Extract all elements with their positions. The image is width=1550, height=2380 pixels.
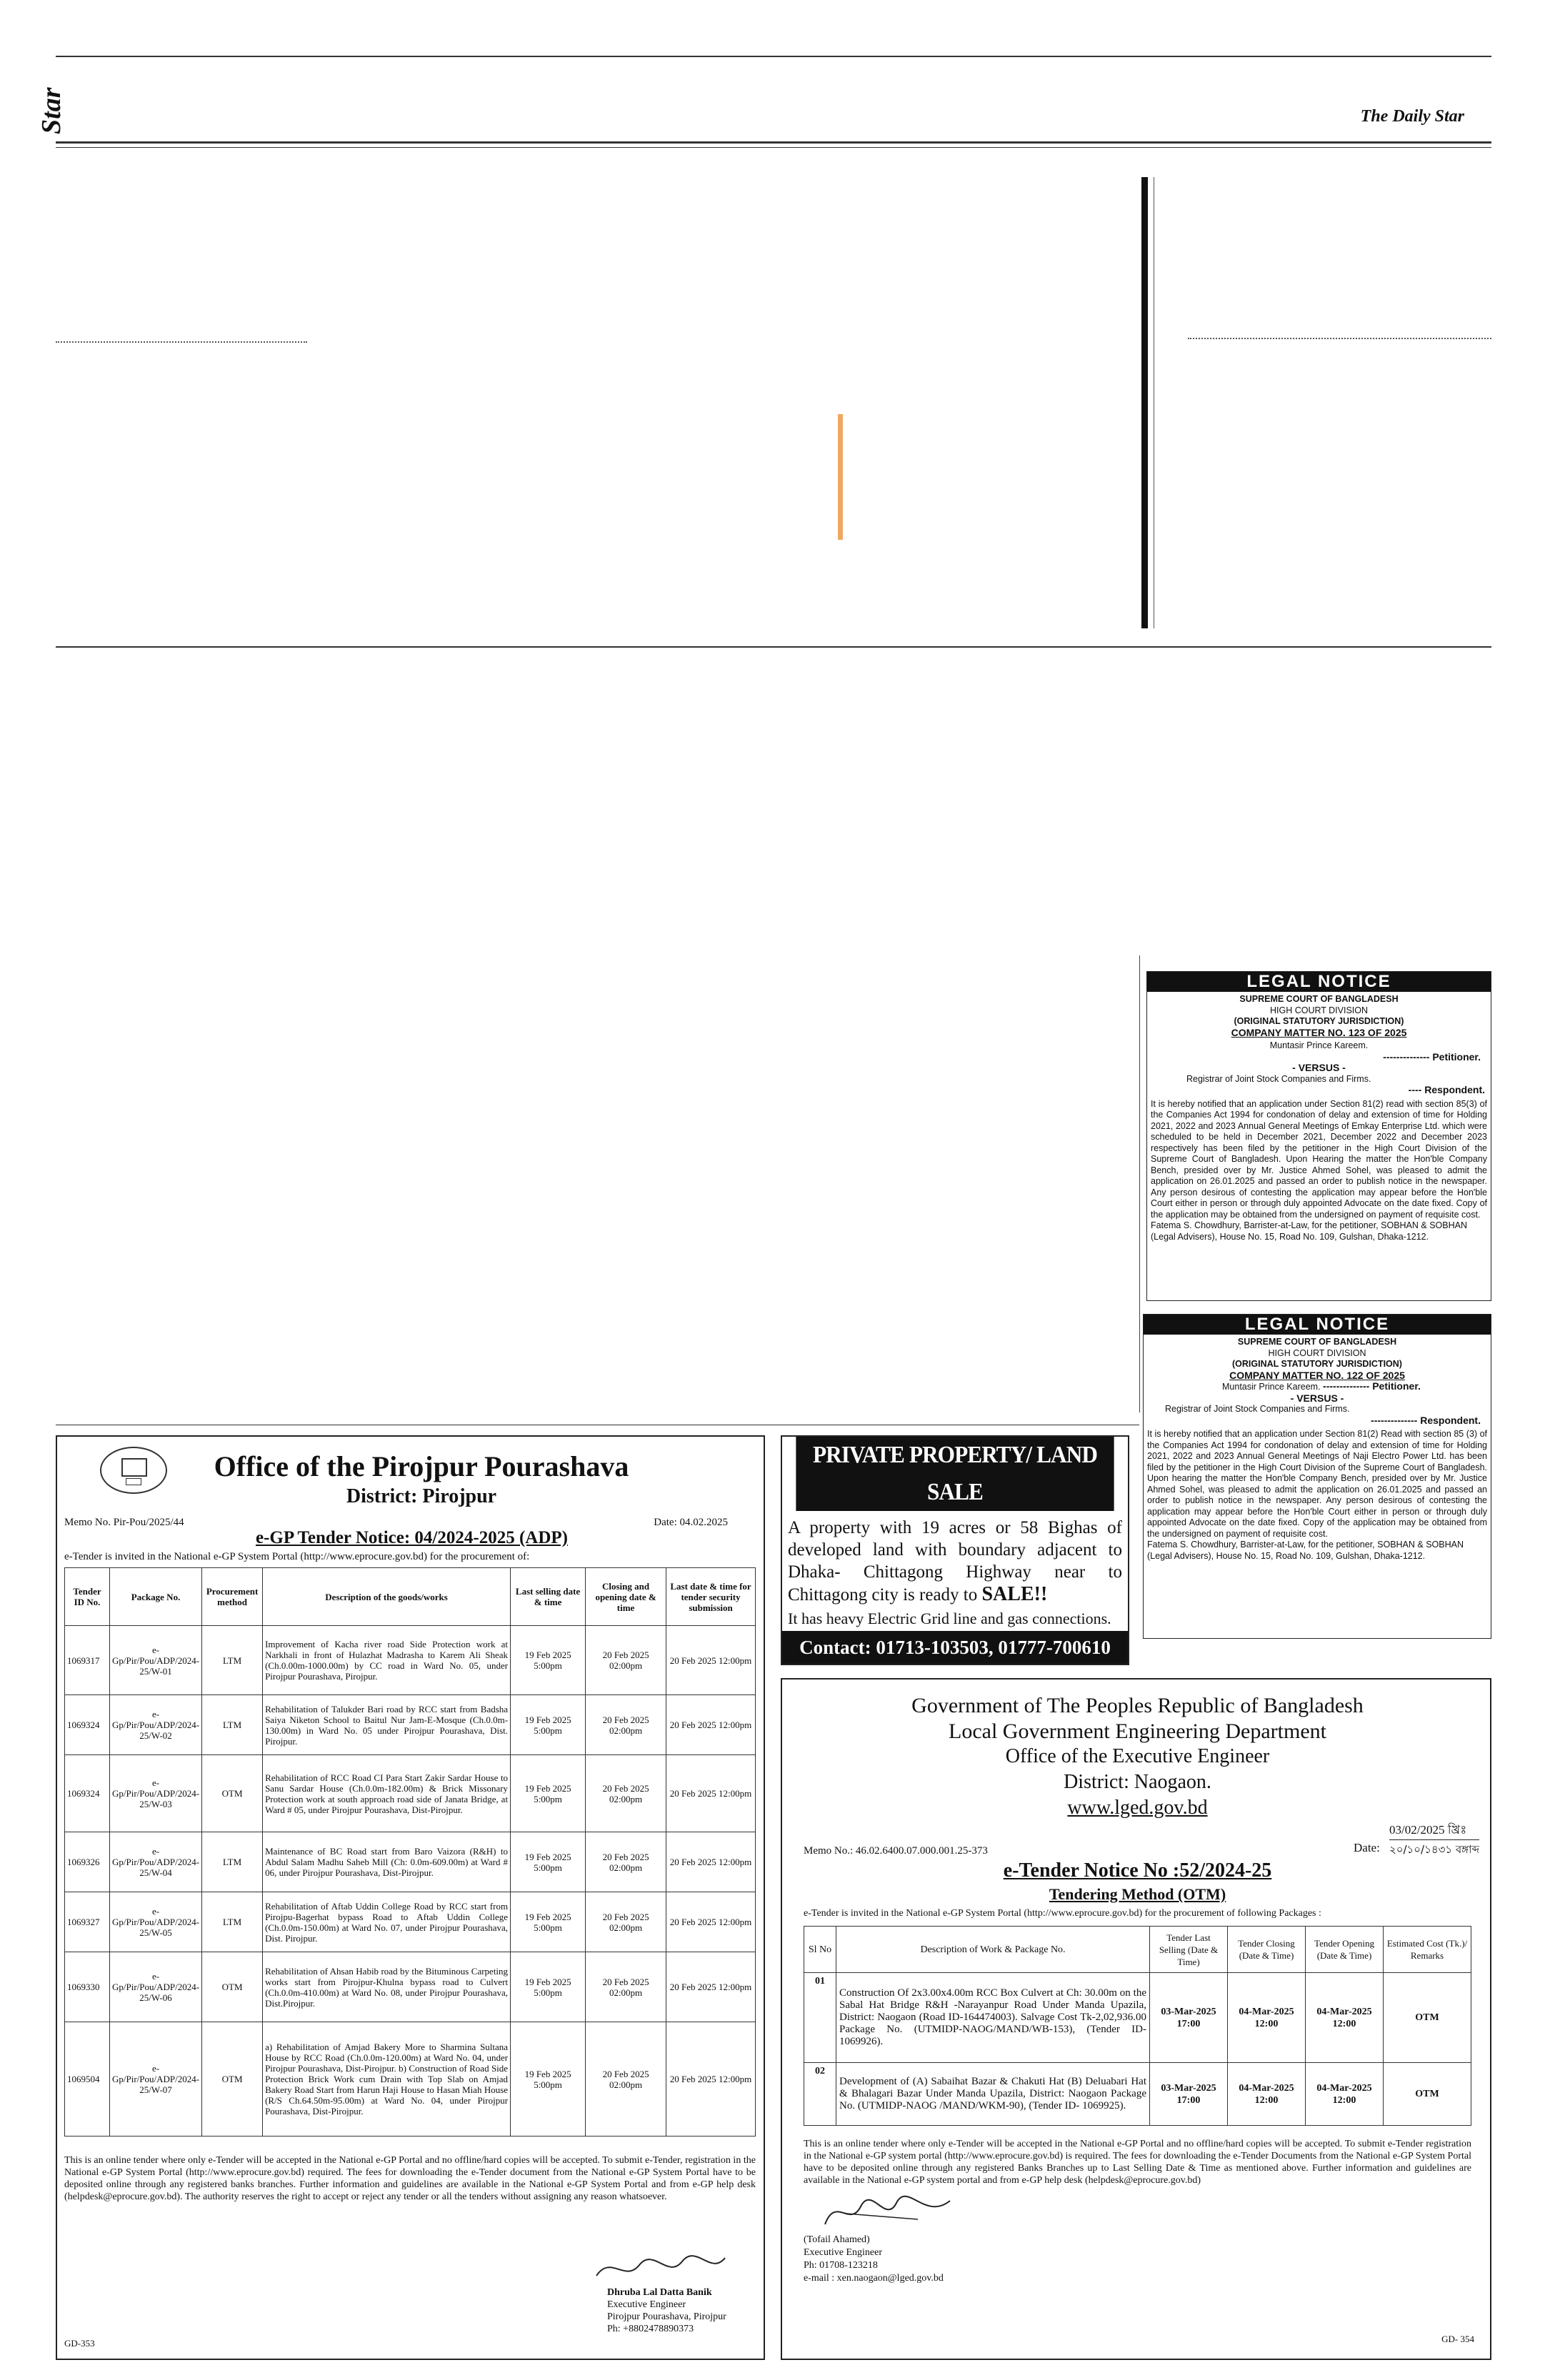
col-description: Description of Work & Package No.	[836, 1927, 1150, 1973]
property-utilities: It has heavy Electric Grid line and gas connections.	[788, 1610, 1111, 1627]
table-row: 1069324 e-Gp/Pir/Pou/ADP/2024-25/W-02 LTM Rehabilitation of Talukder Bari road by RCC start from Badsha Saiya Niketon School to Baitul Nur Jam-E-Mosque (Ch.0.0m-130.00m) in Ward No. 05 under Pirojpur Pourashava, Dist. Pirojpur. 19 Feb 2025 5:00pm 20 Feb 2025 02:00pm 20 Feb 2025 12:00pm	[65, 1695, 756, 1755]
col-sl: Sl No	[804, 1927, 836, 1973]
col-package: Package No.	[110, 1568, 202, 1626]
col-method: Procurement method	[202, 1568, 263, 1626]
signatory-name: Dhruba Lal Datta Banik	[607, 2287, 712, 2298]
table-row: 1069317 e-Gp/Pir/Pou/ADP/2024-25/W-01 LTM Improvement of Kacha river road Side Protection work at Narkhali in front of Hulazhat Madrasha to Karem Ali Sheak (Ch.0.00m-1000.00m) by CC road in Ward No. 05, under Pirojpur Pourashava, Pirojpur. 19 Feb 2025 5:00pm 20 Feb 2025 02:00pm 20 Feb 2025 12:00pm	[65, 1626, 756, 1695]
versus: - VERSUS -	[1292, 1062, 1346, 1073]
legal-notice-122	[1143, 1314, 1491, 1639]
district-title: District: Pirojpur	[346, 1485, 497, 1507]
respondent-label: ---- Respondent.	[1408, 1084, 1485, 1095]
table-row: 1069330 e-Gp/Pir/Pou/ADP/2024-25/W-06 OTM Rehabilitation of Ahsan Habib road by the Bituminous Carpeting works start from Pirojpur-Khulna bypass road to Culvert (Ch.0.0m-410.00m) at Ward No. 08, under Pirojpur Pourashava, Dist.Pirojpur. 19 Feb 2025 5:00pm 20 Feb 2025 02:00pm 20 Feb 2025 12:00pm	[65, 1952, 756, 2022]
property-title: PRIVATE PROPERTY/ LAND SALE	[796, 1437, 1114, 1511]
signature-scribble	[589, 2251, 732, 2290]
respondent-name: Registrar of Joint Stock Companies and Firms.	[1186, 1073, 1371, 1084]
gd-number: GD- 354	[1441, 2334, 1474, 2344]
signatory-office: Pirojpur Pourashava, Pirojpur	[607, 2311, 726, 2322]
legal-banner: LEGAL NOTICE	[1144, 1315, 1491, 1335]
star-logo: Star	[36, 87, 66, 134]
notice-intro: e-Tender is invited in the National e-GP System Portal (http://www.eprocure.gov.bd) for the procurement of:	[64, 1551, 530, 1562]
property-contact: Contact: 01713-103503, 01777-700610	[782, 1631, 1128, 1664]
table-row: 1069327 e-Gp/Pir/Pou/ADP/2024-25/W-05 LTM Rehabilitation of Aftab Uddin College Road by RCC start from Pirojpu-Bagerhat bypass Road to Aftab Uddin College (Ch.0.0m-150.00m) at Ward No. 07, under Pirojpur Pourashava, Dist. Pirojpur. 19 Feb 2025 5:00pm 20 Feb 2025 02:00pm 20 Feb 2025 12:00pm	[65, 1892, 756, 1952]
signatory-title: Executive Engineer	[804, 2247, 883, 2258]
col-last-selling: Last selling date & time	[511, 1568, 586, 1626]
masthead-rule	[56, 141, 1491, 144]
notice-body: It is hereby notified that an application under Section 81(2) read with section 85(3) of the Companies Act 1994 for condonation of delay and extension of time for Holding 2021, 2022 and 2023 Annual General Meetings of Emkay Enterprise Ltd. which were scheduled to be held in December 2021, December 2022 and December 2023 respectively has been filed by the petitioner in the High Court Division of the Supreme Court of Bangladesh. Upon Hearing the matter the Hon'ble Company Bench, presided over by Mr. Justice Ahmed Sohel, was pleased to admit the application on 26.01.2025 and passed an order to publish notice in the newspaper. Any person desirous of contesting the application may appear before the Hon'ble Court either in person or through duly appointed Advocate on the date fixed. Copy of the application may be obtained from the undersigned on payment of requisite cost.	[1151, 1098, 1487, 1220]
col-tender-id: Tender ID No.	[65, 1568, 110, 1626]
table-row: 02 Development of (A) Sabaihat Bazar & Chakuti Hat (B) Deluabari Hat & Bhalagari Bazar Under Manda Upazila, District: Naogaon Package No. (UTMIDP-NAOG /MAND/WKM-90), (Tender ID- 1069925). 03-Mar-2025 17:00 04-Mar-2025 12:00 04-Mar-2025 12:00 OTM	[804, 2063, 1471, 2126]
court-jurisdiction: (ORIGINAL STATUTORY JURISDICTION)	[1232, 1359, 1402, 1369]
versus: - VERSUS -	[1290, 1392, 1344, 1404]
orange-accent-bar	[838, 414, 843, 540]
col-security: Last date & time for tender security submission	[666, 1568, 756, 1626]
court-division: HIGH COURT DIVISION	[1268, 1347, 1366, 1358]
table-row: 01 Construction Of 2x3.00x4.00m RCC Box Culvert at Ch: 30.00m on the Sabal Hat Bridge R&H -Narayanpur Road Under Manda Upazila, District: Naogaon (Road ID-164474003). Salvage Cost Tk-2,02,936.00 Package No. (UTMIDP-NAOG/MAND/WB-153), (Tender ID-1069926). 03-Mar-2025 17:00 04-Mar-2025 12:00 04-Mar-2025 12:00 OTM	[804, 1973, 1471, 2063]
gd-number: GD-353	[64, 2338, 95, 2349]
petitioner-label: -------------- Petitioner.	[1383, 1050, 1481, 1063]
petitioner-name: Muntasir Prince Kareem.	[1222, 1382, 1321, 1392]
tender-footer: This is an online tender where only e-Tender will be accepted in the National e-GP Portal and no offline/hard copies will be accepted. To submit e-Tender, registration in the National e-GP System Portal (http://www.eprocure.gov.bd) required. The fees for downloading the e-Tender document from the National e-GP System Portal have to be deposited online through any registered banks branches. Further information and guidelines are available in the National e-GP System Portal and from e-GP help desk (helpdesk@eprocure.gov.bd). The authority reserves the right to accept or reject any tender or all the tenders without assigning any reason whatsoever.	[64, 2155, 756, 2202]
district-name: District: Naogaon.	[1064, 1771, 1211, 1793]
signatory-title: Executive Engineer	[607, 2299, 686, 2310]
notice-signature: Fatema S. Chowdhury, Barrister-at-Law, for the petitioner, SOBHAN & SOBHAN (Legal Advisers), House No. 15, Road No. 109, Gulshan, Dhaka-1212.	[1151, 1220, 1467, 1242]
col-closing: Closing and opening date & time	[586, 1568, 666, 1626]
col-closing: Tender Closing (Date & Time)	[1228, 1927, 1306, 1973]
top-rule	[56, 56, 1491, 57]
department-name: Local Government Engineering Department	[949, 1719, 1326, 1743]
table-row: 1069504 e-Gp/Pir/Pou/ADP/2024-25/W-07 OTM a) Rehabilitation of Amjad Bakery More to Sharmina Sultana House by RCC Road (Ch.0.0m-120.00m) at Ward No. 04, under Pirojpur Pourashava, Dist-Pirojpur. b) Construction of Road Side Protection Brick Work cum Drain with Top Slab on Amjad Bakery Road Start from Harun Haji House to Hasan Miah House (R/S Ch.64.50m-95.00m) at Ward No. 04, under Pirojpur Pourashava, Dist-Pirojpur. 19 Feb 2025 5:00pm 20 Feb 2025 02:00pm 20 Feb 2025 12:00pm	[65, 2022, 756, 2137]
lged-tender-table	[804, 1926, 1471, 2126]
property-description: A property with 19 acres or 58 Bighas of developed land with boundary adjacent to Dhaka- Chittagong Highway near to Chittagong city is ready to SALE!!	[788, 1518, 1122, 1605]
column-divider	[1141, 177, 1148, 628]
website-link[interactable]: www.lged.gov.bd	[1067, 1797, 1208, 1819]
signature-scribble	[818, 2192, 961, 2239]
office-title: Office of the Pirojpur Pourashava	[214, 1450, 629, 1482]
col-last-selling: Tender Last Selling (Date & Time)	[1150, 1927, 1228, 1973]
property-sale-ad	[781, 1435, 1129, 1665]
lged-tender-notice	[781, 1678, 1491, 2360]
notice-signature: Fatema S. Chowdhury, Barrister-at-Law, for the petitioner, SOBHAN & SOBHAN (Legal Advisers), House No. 15, Road No. 109, Gulshan, Dhaka-1212.	[1147, 1540, 1464, 1561]
memo-no: Memo No.: 46.02.6400.07.000.001.25-373	[804, 1845, 988, 1857]
signatory-phone: Ph: 01708-123218	[804, 2260, 878, 2271]
notice-body: It is hereby notified that an application under Section 81(2) Read with section 85 (3) of the Companies Act 1994 for condonation of delay and extension of time for Holding 2021, 2022 and 2023 Annual General Meetings of Naji Electro Power Ltd. has been filed by the petitioner in the High Court Division of the Supreme Court of Bangladesh. Upon hearing the matter the Hon'ble Company Bench, presided over by Mr. Justice Ahmed Sohel, was pleased to admit the application on 26.01.2025 and passed an order to publish notice in the newspaper. Any person desirous of contesting the application may appear before the Hon'ble Court either in person or through duly appointed Advocate on the date fixed. Copy of the application may be obtained from the undersigned on payment of requisite cost.	[1147, 1429, 1487, 1539]
tender-footer: This is an online tender where only e-Tender will be accepted in the National e-GP Portal and no offline/hard copies will be accepted. To submit e-Tender registration in the National e-GP system portal (http://www.eprocure.gov.bd) is required. The fees for downloading the e-Tender Documents from the National e-GP System Portal have to be deposited online through any registered Banks Branches up to Last Selling Date & Time as mentioned above. Further information and guidelines are available in the National e-GP system portal and from e-GP help desk (helpdesk@eprocure.gov.bd)	[804, 2139, 1471, 2186]
notice-title: e-GP Tender Notice: 04/2024-2025 (ADP)	[256, 1528, 568, 1547]
notice-intro: e-Tender is invited in the National e-GP System Portal (http://www.eprocure.gov.bd) for the procurement of following Packages :	[804, 1908, 1321, 1919]
dotted-rule-right	[1188, 338, 1491, 339]
sale-word: SALE!!	[981, 1583, 1048, 1605]
petitioner-label: -------------- Petitioner.	[1323, 1380, 1421, 1392]
masthead-rule-thin	[56, 147, 1491, 148]
notice-title: e-Tender Notice No :52/2024-25	[1003, 1859, 1272, 1882]
col-description: Description of the goods/works	[263, 1568, 511, 1626]
dotted-rule-left	[56, 341, 307, 343]
government-name: Government of The Peoples Republic of Bangladesh	[911, 1694, 1364, 1717]
court-name: SUPREME COURT OF BANGLADESH	[1239, 994, 1399, 1004]
col-cost: Estimated Cost (Tk.)/ Remarks	[1384, 1927, 1471, 1973]
legal-notice-123	[1146, 971, 1491, 1301]
date-label: Date:	[1354, 1841, 1380, 1854]
date-gregorian: 03/02/2025 খ্রিঃ	[1389, 1821, 1479, 1840]
signatory-phone: Ph: +8802478890373	[607, 2324, 694, 2334]
memo-date: Date: 04.02.2025	[654, 1517, 728, 1528]
table-row: 1069324 e-Gp/Pir/Pou/ADP/2024-25/W-03 OTM Rehabilitation of RCC Road CI Para Start Zakir Sardar House to Sanu Sardar House (Ch.0.0m-182.00m) & Brick Missonary Protection work at south approach road side of Janata Bridge, at Ward # 05, under Pirojpur Pourashava, Dist-Pirojpur. 19 Feb 2025 5:00pm 20 Feb 2025 02:00pm 20 Feb 2025 12:00pm	[65, 1755, 756, 1832]
court-division: HIGH COURT DIVISION	[1269, 1005, 1369, 1015]
signatory-name: (Tofail Ahamed)	[804, 2234, 870, 2245]
daily-star-logo: The Daily Star	[1360, 107, 1464, 126]
legal-banner: LEGAL NOTICE	[1147, 972, 1491, 992]
tender-table	[64, 1567, 756, 2137]
petitioner-name: Muntasir Prince Kareem.	[1269, 1040, 1369, 1050]
table-row: 1069326 e-Gp/Pir/Pou/ADP/2024-25/W-04 LTM Maintenance of BC Road start from Baro Vaizora (R&H) to Abdul Salam Madhu Saheb Mill (Ch: 0.0m-609.00m) at Ward # 06, under Pirojpur Pourashava, Dist-Pirojpur. 19 Feb 2025 5:00pm 20 Feb 2025 02:00pm 20 Feb 2025 12:00pm	[65, 1832, 756, 1892]
company-matter: COMPANY MATTER NO. 122 OF 2025	[1229, 1369, 1405, 1381]
col-opening: Tender Opening (Date & Time)	[1306, 1927, 1384, 1973]
signatory-email: e-mail : xen.naogaon@lged.gov.bd	[804, 2273, 944, 2284]
vertical-rule-right	[1139, 955, 1140, 1412]
company-matter: COMPANY MATTER NO. 123 OF 2025	[1231, 1026, 1407, 1038]
section-rule	[56, 646, 1491, 648]
date-bengali: ২০/১০/১৪৩১ বঙ্গাব্দ	[1389, 1843, 1479, 1856]
pirojpur-tender-notice	[56, 1435, 765, 2360]
court-name: SUPREME COURT OF BANGLADESH	[1237, 1337, 1397, 1347]
tendering-method: Tendering Method (OTM)	[1049, 1885, 1226, 1903]
court-jurisdiction: (ORIGINAL STATUTORY JURISDICTION)	[1234, 1016, 1404, 1026]
respondent-label: -------------- Respondent.	[1371, 1414, 1481, 1426]
office-name: Office of the Executive Engineer	[1005, 1745, 1270, 1767]
memo-no: Memo No. Pir-Pou/2025/44	[64, 1517, 184, 1528]
respondent-name: Registrar of Joint Stock Companies and Firms.	[1165, 1404, 1350, 1414]
